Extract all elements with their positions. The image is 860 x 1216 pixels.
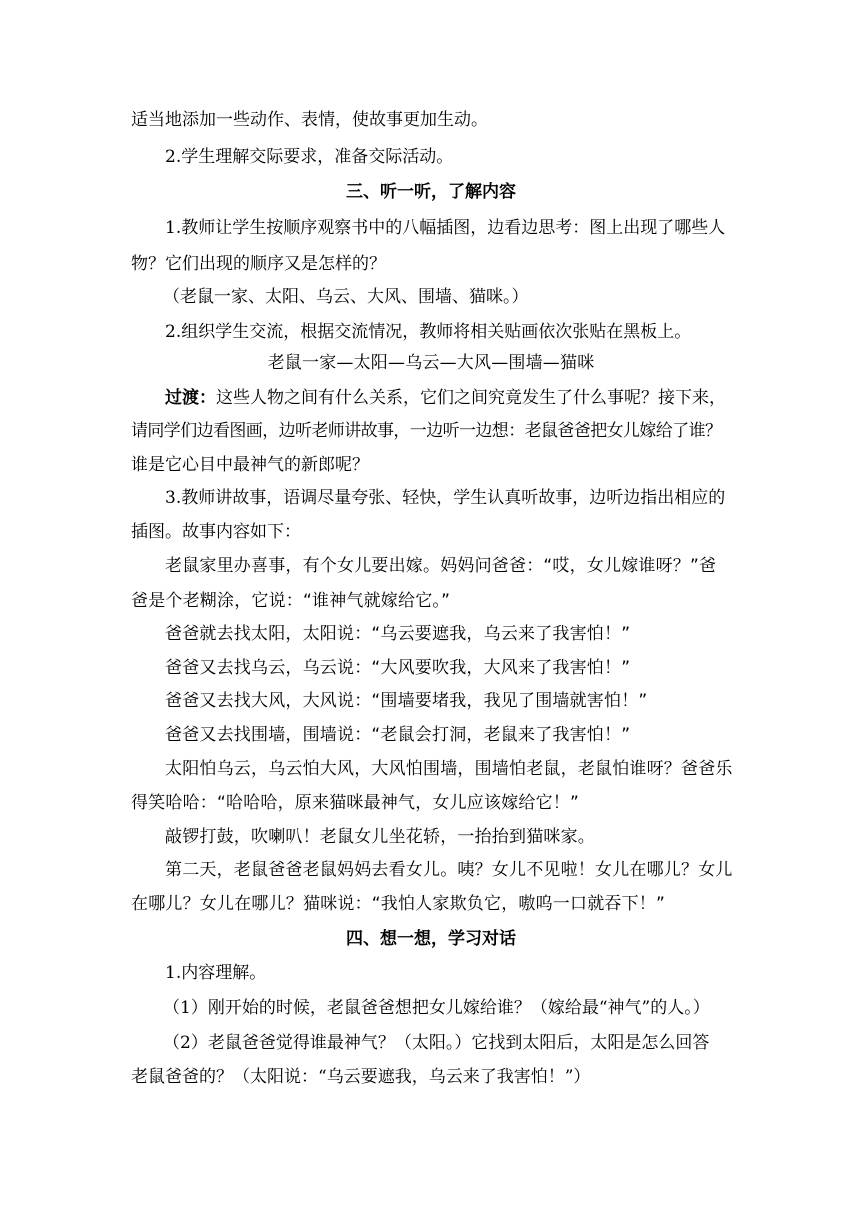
- story-line: 爸是个老糊涂，它说：“谁神气就嫁给它。”: [131, 591, 451, 611]
- transition-line: [165, 387, 731, 409]
- paragraph-line: 2.组织学生交流，根据交流情况，教师将相关贴画依次张贴在黑板上。: [165, 322, 692, 342]
- story-line: 敲锣打鼓，吹喇叭！老鼠女儿坐花轿，一抬抬到猫咪家。: [165, 827, 595, 847]
- transition-text: 这些人物之间有什么关系，它们之间究竟发生了什么事呢？接下来，: [216, 388, 726, 408]
- paragraph-line: （2）老鼠爸爸觉得谁最神气？（太阳。）它找到太阳后，太阳是怎么回答: [163, 1033, 710, 1053]
- story-line: 太阳怕乌云，乌云怕大风，大风怕围墙，围墙怕老鼠，老鼠怕谁呀？爸爸乐: [165, 759, 733, 779]
- paragraph-line: 1.教师让学生按顺序观察书中的八幅插图，边看边思考：图上出现了哪些人: [165, 218, 726, 238]
- paragraph-line: 请同学们边看图画，边听老师讲故事，一边听一边想：老鼠爸爸把女儿嫁给了谁？: [131, 421, 722, 441]
- story-line: 得笑哈哈：“哈哈哈，原来猫咪最神气，女儿应该嫁给它！”: [131, 793, 580, 813]
- paragraph-line: 适当地添加一些动作、表情，使故事更加生动。: [131, 110, 488, 130]
- paragraph-line: （老鼠一家、太阳、乌云、大风、围墙、猫咪。）: [163, 287, 529, 307]
- sequence-line: 老鼠一家—太阳—乌云—大风—围墙—猫咪: [267, 353, 595, 373]
- story-line: 爸爸又去找大风，大风说：“围墙要堵我，我见了围墙就害怕！”: [165, 691, 648, 711]
- paragraph-line: 插图。故事内容如下：: [131, 522, 301, 542]
- section-heading: 三、听一听，了解内容: [346, 182, 516, 202]
- story-line: 在哪儿？女儿在哪儿？猫咪说：“我怕人家欺负它，嗷呜一口就吞下！”: [131, 894, 666, 914]
- story-line: 老鼠家里办喜事，有个女儿要出嫁。妈妈问爸爸：“哎，女儿嫁谁呀？”爸: [165, 556, 717, 576]
- story-line: 爸爸就去找太阳，太阳说：“乌云要遮我，乌云来了我害怕！”: [165, 624, 631, 644]
- story-line: 爸爸又去找围墙，围墙说：“老鼠会打洞，老鼠来了我害怕！”: [165, 725, 631, 745]
- paragraph-line: 老鼠爸爸的？（太阳说：“乌云要遮我，乌云来了我害怕！”）: [131, 1067, 591, 1087]
- paragraph-line: 3.教师讲故事，语调尽量夸张、轻快，学生认真听故事，边听边指出相应的: [165, 488, 726, 508]
- story-line: 第二天，老鼠爸爸老鼠妈妈去看女儿。咦？女儿不见啦！女儿在哪儿？女儿: [165, 860, 733, 880]
- paragraph-line: 物？它们出现的顺序又是怎样的？: [131, 254, 386, 274]
- section-heading: 四、想一想，学习对话: [346, 929, 516, 949]
- paragraph-line: 谁是它心目中最神气的新郎呢？: [131, 455, 369, 475]
- paragraph-line: （1）刚开始的时候，老鼠爸爸想把女儿嫁给谁？（嫁给最“神气”的人。）: [163, 998, 710, 1018]
- paragraph-line: 1.内容理解。: [165, 963, 267, 983]
- story-line: 爸爸又去找乌云，乌云说：“大风要吹我，大风来了我害怕！”: [165, 658, 631, 678]
- transition-label: 过渡：: [165, 388, 216, 408]
- paragraph-line: 2.学生理解交际要求，准备交际活动。: [165, 147, 454, 167]
